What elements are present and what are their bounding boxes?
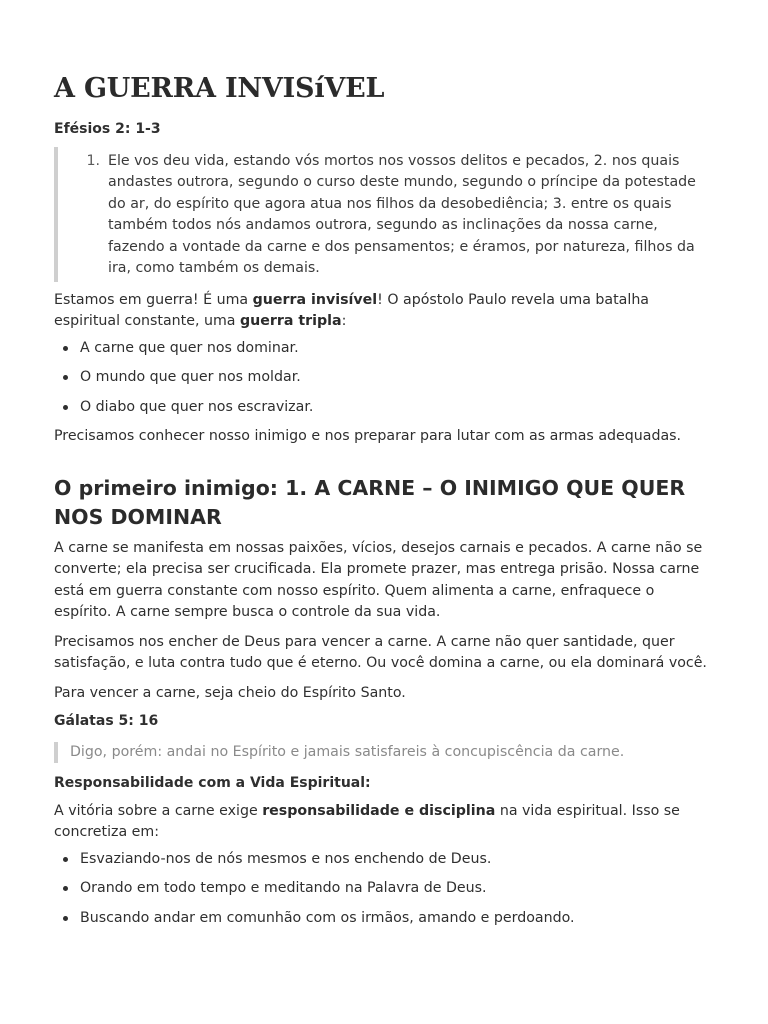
resp-text-2: na vida espiritual. Isso se concretiza em: — [54, 802, 680, 840]
quote-item-number: 1. — [86, 152, 100, 169]
carne-paragraph-1: A carne se manifesta em nossas paixões, vícios, desejos carnais e pecados. A carne não se converte; ela precisa ser crucificada. Ela promete prazer, mas entrega prisão. Nossa carne está em guerra constante com nosso espírito. Quem alimenta a carne, enfraquece o espírito. A carne sempre busca o controle da sua vida. — [54, 539, 703, 620]
bullet-icon — [63, 916, 68, 921]
bullet-icon — [63, 405, 68, 410]
list-item — [54, 878, 714, 900]
intro-text-1: Estamos em guerra! É uma — [54, 291, 253, 308]
list-item — [54, 397, 714, 419]
list-item — [54, 908, 714, 930]
responsibility-heading: Responsabilidade com a Vida Espiritual: — [54, 775, 371, 791]
discipline-list — [54, 849, 714, 930]
scripture-reference-galatians: Gálatas 5: 16 — [54, 713, 159, 729]
intro-bold-1: guerra invisível — [252, 291, 378, 308]
quote-item-text: Ele vos deu vida, estando vós mortos nos vossos delitos e pecados, 2. nos quais andastes outrora, segundo o curso deste mundo, segundo o príncipe da potestade do ar, do espírito que agora atua nos filhos da desobediência; 3. entre os quais também todos nós andamos outrora, segundo as inclinações da nossa carne, fazendo a vontade da carne e dos pensamentos; e éramos, por natureza, filhos da ira, como também os demais. — [108, 152, 696, 276]
intro-bold-2: guerra tripla — [239, 313, 342, 329]
list-item — [54, 849, 714, 871]
page-title: A GUERRA INVISíVEL — [54, 73, 385, 104]
scripture-quote-ephesians — [54, 147, 714, 282]
quote-text: Digo, porém: andai no Espírito e jamais satisfareis à concupiscência da carne. — [70, 743, 625, 760]
intro-text-3: : — [341, 313, 347, 329]
list-item-text: O diabo que quer nos escravizar. — [80, 398, 314, 415]
carne-paragraph-3: Para vencer a carne, seja cheio do Espírito Santo. — [54, 684, 406, 701]
list-item-text: Buscando andar em comunhão com os irmãos, amando e perdoando. — [80, 909, 575, 926]
list-item-text: A carne que quer nos dominar. — [80, 339, 299, 356]
enemies-list — [54, 338, 714, 419]
bullet-icon — [63, 346, 68, 351]
intro-paragraph — [54, 290, 714, 333]
list-item-text: Esvaziando-nos de nós mesmos e nos enchendo de Deus. — [80, 850, 492, 867]
bullet-icon — [63, 857, 68, 862]
scripture-quote-item — [74, 151, 714, 280]
resp-bold-1: responsabilidade e disciplina — [262, 802, 496, 819]
bullet-icon — [63, 886, 68, 891]
bullet-icon — [63, 375, 68, 380]
list-item — [54, 338, 714, 360]
list-item — [54, 367, 714, 389]
intro-text-2: ! O apóstolo Paulo revela uma batalha espiritual constante, uma — [54, 291, 650, 329]
scripture-quote-galatians — [54, 742, 714, 764]
scripture-reference-ephesians: Efésios 2: 1-3 — [54, 121, 161, 137]
responsibility-paragraph — [54, 801, 714, 844]
list-item-text: Orando em todo tempo e meditando na Palavra de Deus. — [80, 880, 487, 896]
section-heading: O primeiro inimigo: 1. A CARNE – O INIMIGO QUE QUER NOS DOMINAR — [54, 475, 686, 529]
resp-text-1: A vitória sobre a carne exige — [54, 802, 263, 819]
carne-paragraph-2: Precisamos nos encher de Deus para vencer a carne. A carne não quer santidade, quer satisfação, e luta contra tudo que é eterno. Ou você domina a carne, ou ela dominará você. — [54, 633, 707, 671]
list-item-text: O mundo que quer nos moldar. — [80, 369, 301, 385]
prepare-paragraph: Precisamos conhecer nosso inimigo e nos preparar para lutar com as armas adequadas. — [54, 428, 682, 444]
